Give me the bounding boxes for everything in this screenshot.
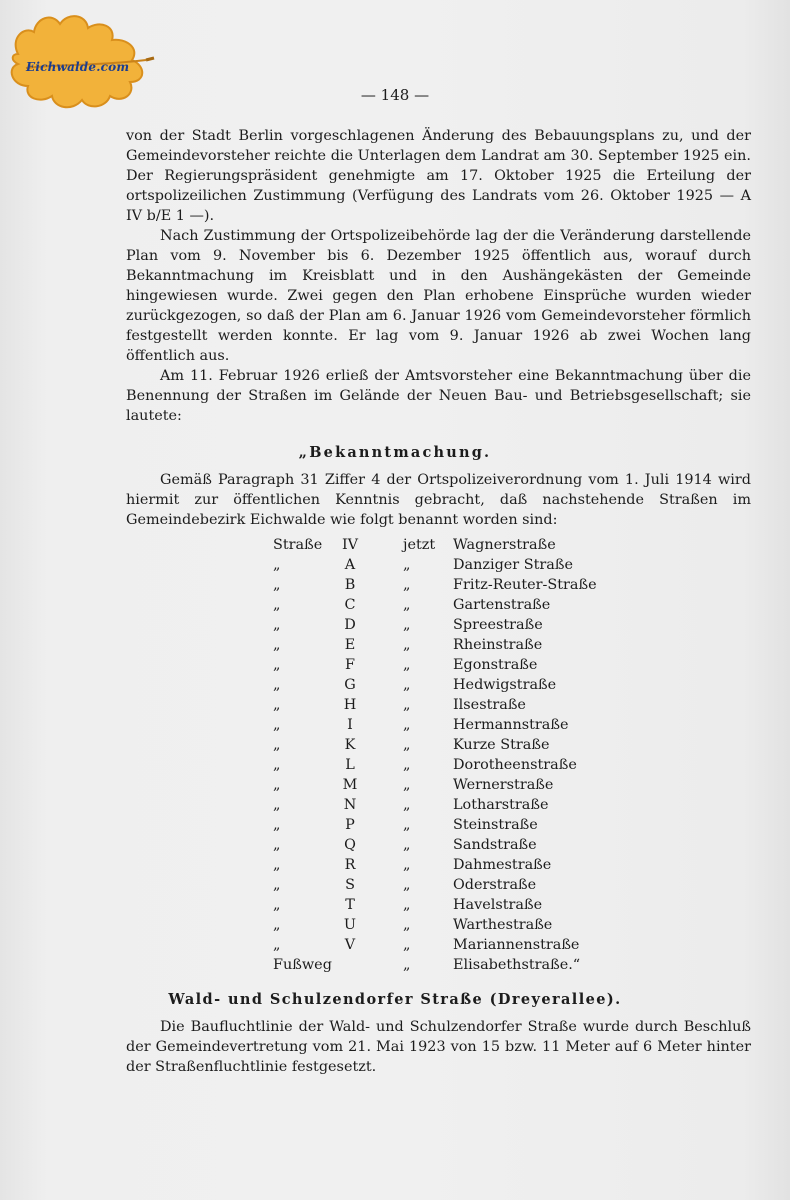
street-old-letter: S: [345, 877, 355, 893]
street-new-name: Gartenstraße: [453, 597, 551, 613]
street-new-name: Ilsestraße: [453, 697, 526, 713]
street-new-name: Fritz-Reuter-Straße: [453, 577, 597, 593]
street-old-letter: T: [345, 897, 355, 913]
street-new-name: Warthestraße: [453, 917, 553, 933]
street-label: „: [273, 697, 281, 713]
street-old-letter: N: [343, 797, 357, 813]
street-row: [0, 677, 790, 697]
street-new-name: Wernerstraße: [453, 777, 554, 793]
street-new-name: Hermannstraße: [453, 717, 569, 733]
street-label: „: [273, 937, 281, 953]
street-jetzt: „: [403, 897, 411, 913]
street-row: [0, 577, 790, 597]
street-jetzt: „: [403, 957, 411, 973]
street-row: [0, 737, 790, 757]
street-jetzt: „: [403, 917, 411, 933]
street-jetzt: „: [403, 597, 411, 613]
street-jetzt: „: [403, 797, 411, 813]
street-label: „: [273, 837, 281, 853]
street-row: [0, 597, 790, 617]
street-label: „: [273, 797, 281, 813]
street-old-letter: B: [344, 577, 356, 593]
street-row: [0, 617, 790, 637]
intro-text: [126, 126, 751, 426]
street-new-name: Steinstraße: [453, 817, 538, 833]
street-label: „: [273, 777, 281, 793]
street-label: „: [273, 817, 281, 833]
paragraph-1: von der Stadt Berlin vorgeschlagenen Änderung des Bebauungsplans zu, und der Gemeindevorsteher reichte die Unterlagen dem Landrat am 30. September 1925 ein. Der Regierungspräsident genehmigte am 17. Oktober 1925 die Erteilung der ortspolizeilichen Zustimmung (Verfügung des Landrats vom 26. Oktober 1925 — A IV b/E 1 —).: [126, 128, 751, 224]
street-label: „: [273, 757, 281, 773]
street-label: „: [273, 917, 281, 933]
dreyerallee-paragraph: Die Baufluchtlinie der Wald- und Schulzendorfer Straße wurde durch Beschluß der Gemeindevertretung vom 21. Mai 1923 von 15 bzw. 11 Meter auf 6 Meter hinter der Straßenfluchtlinie festgesetzt.: [126, 1019, 751, 1075]
street-new-name: Wagnerstraße: [453, 537, 556, 553]
street-jetzt: „: [403, 577, 411, 593]
street-label: Straße: [273, 537, 323, 553]
street-label: Fußweg: [273, 957, 332, 973]
street-jetzt: „: [403, 617, 411, 633]
street-jetzt: „: [403, 837, 411, 853]
street-row: [0, 837, 790, 857]
street-label: „: [273, 617, 281, 633]
street-label: „: [273, 597, 281, 613]
street-jetzt: „: [403, 817, 411, 833]
bekanntmachung-heading: „Bekanntmachung.: [298, 444, 492, 461]
street-label: „: [273, 857, 281, 873]
street-new-name: Dahmestraße: [453, 857, 552, 873]
street-old-letter: M: [342, 777, 358, 793]
street-jetzt: „: [403, 777, 411, 793]
page-number: — 148 —: [360, 86, 430, 104]
street-new-name: Egonstraße: [453, 657, 538, 673]
street-new-name: Rheinstraße: [453, 637, 543, 653]
section-heading-dreyerallee: Wald- und Schulzendorfer Straße (Dreyerallee).: [168, 991, 622, 1008]
street-label: „: [273, 657, 281, 673]
street-old-letter: L: [345, 757, 355, 773]
street-jetzt: „: [403, 717, 411, 733]
street-old-letter: F: [345, 657, 355, 673]
street-label: „: [273, 577, 281, 593]
street-jetzt: „: [403, 637, 411, 653]
street-row: [0, 897, 790, 917]
street-new-name: Lotharstraße: [453, 797, 549, 813]
street-old-letter: IV: [341, 537, 359, 553]
logo-text: Eichwalde.com: [26, 60, 130, 74]
street-new-name: Spreestraße: [453, 617, 543, 633]
street-new-name: Havelstraße: [453, 897, 543, 913]
street-label: „: [273, 897, 281, 913]
street-jetzt: jetzt: [403, 537, 436, 553]
street-new-name: Elisabethstraße.“: [453, 957, 581, 973]
street-old-letter: E: [344, 637, 356, 653]
street-old-letter: R: [344, 857, 356, 873]
street-jetzt: „: [403, 937, 411, 953]
section-text-dreyerallee: [126, 1017, 751, 1077]
street-old-letter: G: [344, 677, 356, 693]
street-old-letter: D: [344, 617, 356, 633]
street-jetzt: „: [403, 557, 411, 573]
street-new-name: Mariannenstraße: [453, 937, 580, 953]
street-row: [0, 917, 790, 937]
street-old-letter: P: [345, 817, 355, 833]
street-jetzt: „: [403, 857, 411, 873]
bekanntmachung-paragraph: Gemäß Paragraph 31 Ziffer 4 der Ortspolizeiverordnung vom 1. Juli 1914 wird hiermit zur öffentlichen Kenntnis gebracht, daß nachstehende Straßen im Gemeindebezirk Eichwalde wie folgt benannt worden sind:: [126, 472, 751, 528]
street-row: [0, 637, 790, 657]
street-row: [0, 777, 790, 797]
street-new-name: Kurze Straße: [453, 737, 550, 753]
street-row: [0, 537, 790, 557]
street-old-letter: U: [343, 917, 357, 933]
street-jetzt: „: [403, 737, 411, 753]
street-jetzt: „: [403, 657, 411, 673]
street-old-letter: Q: [344, 837, 356, 853]
street-row: [0, 557, 790, 577]
street-row: [0, 937, 790, 957]
street-label: „: [273, 717, 281, 733]
street-row: [0, 757, 790, 777]
street-row: [0, 877, 790, 897]
street-old-letter: A: [344, 557, 356, 573]
street-row: [0, 797, 790, 817]
street-old-letter: K: [344, 737, 356, 753]
street-label: „: [273, 677, 281, 693]
street-row: [0, 697, 790, 717]
street-new-name: Dorotheenstraße: [453, 757, 577, 773]
street-jetzt: „: [403, 877, 411, 893]
bekanntmachung-text: [126, 470, 751, 530]
street-jetzt: „: [403, 757, 411, 773]
street-row: [0, 717, 790, 737]
street-new-name: Danziger Straße: [453, 557, 573, 573]
street-jetzt: „: [403, 697, 411, 713]
street-label: „: [273, 557, 281, 573]
street-old-letter: I: [347, 717, 353, 733]
street-new-name: Sandstraße: [453, 837, 537, 853]
street-row: [0, 657, 790, 677]
street-old-letter: H: [343, 697, 357, 713]
street-new-name: Hedwigstraße: [453, 677, 557, 693]
street-jetzt: „: [403, 677, 411, 693]
street-label: „: [273, 877, 281, 893]
street-row: [0, 857, 790, 877]
paragraph-3: Am 11. Februar 1926 erließ der Amtsvorsteher eine Bekanntmachung über die Benennung der Straßen im Gelände der Neuen Bau- und Betriebsgesellschaft; sie lautete:: [126, 368, 751, 424]
street-row: [0, 957, 790, 977]
street-old-letter: C: [344, 597, 356, 613]
paragraph-2: Nach Zustimmung der Ortspolizeibehörde lag der die Veränderung darstellende Plan vom 9. November bis 6. Dezember 1925 öffentlich aus, worauf durch Bekanntmachung im Kreisblatt und in den Aushängekästen der Gemeinde hingewiesen wurde. Zwei gegen den Plan erhobene Einsprüche wurden wieder zurückgezogen, so daß der Plan am 6. Januar 1926 vom Gemeindevorsteher förmlich festgestellt werden konnte. Er lag vom 9. Januar 1926 ab zwei Wochen lang öffentlich aus.: [126, 228, 751, 364]
street-old-letter: V: [344, 937, 356, 953]
street-row: [0, 817, 790, 837]
street-label: „: [273, 637, 281, 653]
street-new-name: Oderstraße: [453, 877, 537, 893]
street-label: „: [273, 737, 281, 753]
